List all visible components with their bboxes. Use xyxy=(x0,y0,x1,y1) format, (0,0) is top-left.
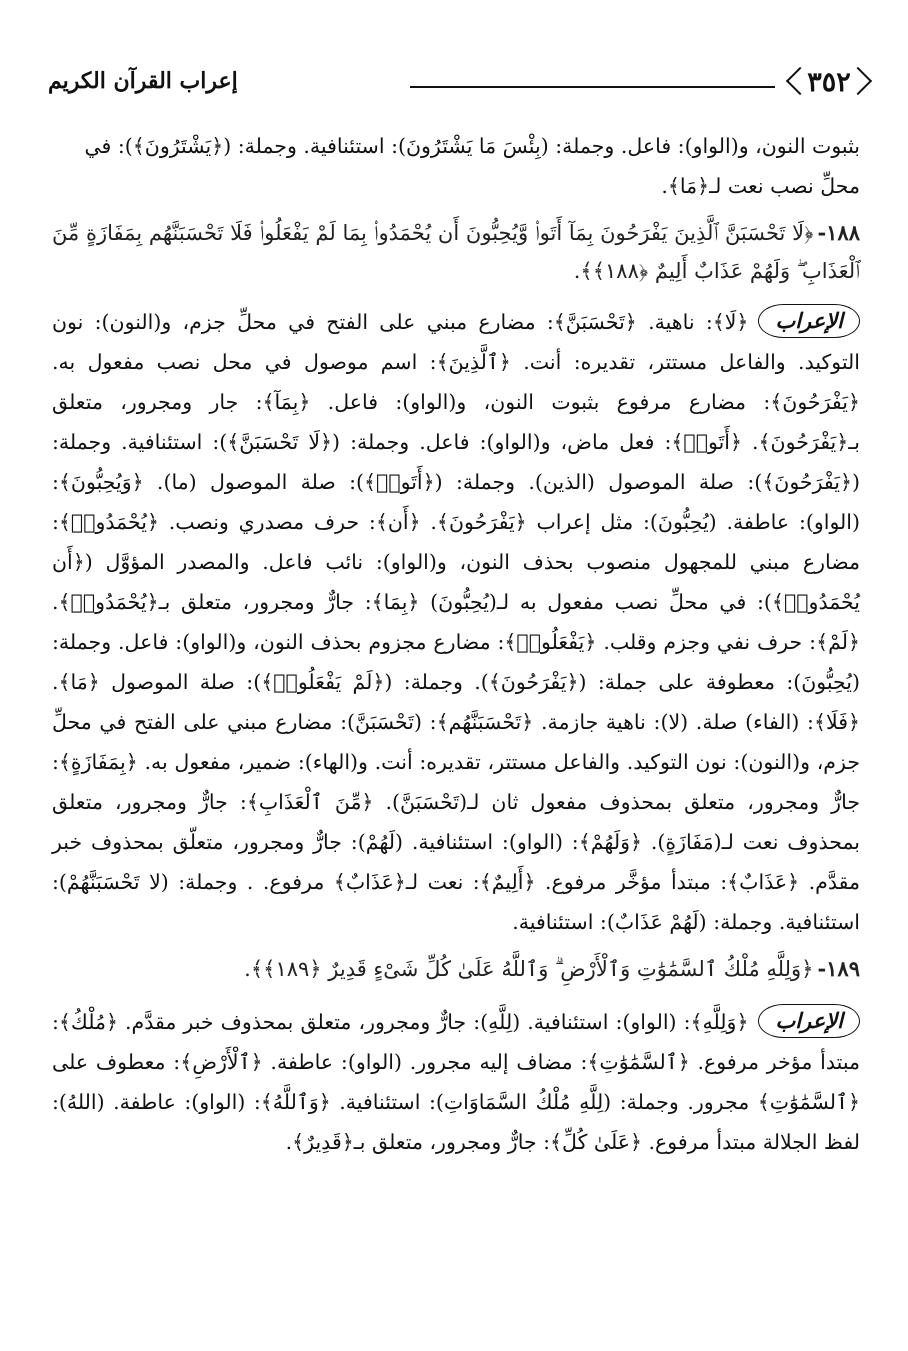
verse-188 xyxy=(52,214,860,290)
irab-label-badge-2: الإعراب xyxy=(758,1004,860,1038)
intro-line-1: بثبوت النون، و(الواو): فاعل. وجملة: (بِئْسَ مَا يَشْتَرُونَ): استئنافية. وجملة: (﴿يَشْتَرُونَ﴾): في xyxy=(84,134,860,158)
page-number: ٣٥٢ xyxy=(788,64,870,100)
header-divider xyxy=(410,86,775,88)
verse-189 xyxy=(52,950,860,988)
verse-189-text: ﴿وَلِلَّهِ مُلْكُ ٱلسَّمَٰوَٰتِ وَٱلْأَرْضِ ۗ وَٱللَّهُ عَلَىٰ كُلِّ شَىْءٍ قَدِيرٌ ﴿١٨٩﴾﴾. xyxy=(244,957,814,981)
irab-188-text: ﴿لَا﴾: ناهية. ﴿تَحْسَبَنَّ﴾: مضارع مبني على الفتح في محلِّ جزم، و(النون): نون التوكيد. والفاعل مستتر، تقديره: أنت. ﴿ٱلَّذِينَ﴾: اسم موصول في محل نصب مفعول به. ﴿يَفْرَحُونَ﴾: مضارع مرفوع بثبوت النون، و(الواو): فاعل. ﴿بِمَآ﴾: جار ومجرور، متعلق بـ﴿يَفْرَحُونَ﴾. ﴿أَتَوا۟﴾: فعل ماض، و(الواو): فاعل. وجملة: (﴿لَا تَحْسَبَنَّ﴾): استئنافية. وجملة: (﴿يَفْرَحُونَ﴾): صلة الموصول (الذين). وجملة: (﴿أَتَوا۟﴾): صلة الموصول (ما). ﴿وَيُحِبُّونَ﴾: (الواو): عاطفة. (يُحِبُّونَ): مثل إعراب ﴿يَفْرَحُونَ﴾. ﴿أَن﴾: حرف مصدري ونصب. ﴿يُحْمَدُوا۟﴾: مضارع مبني للمجهول منصوب بحذف النون، و(الواو): نائب فاعل. والمصدر المؤوَّل (﴿أَن يُحْمَدُوا۟﴾): في محلِّ نصب مفعول به لـ(يُحِبُّونَ) ﴿بِمَا﴾: جارٌّ ومجرور، متعلق بـ﴿يُحْمَدُوا۟﴾. ﴿لَمْ﴾: حرف نفي وجزم وقلب. ﴿يَفْعَلُوا۟﴾: مضارع مجزوم بحذف النون، و(الواو): فاعل. وجملة: (يُحِبُّونَ): معطوفة على جملة: (﴿يَفْرَحُونَ﴾). وجملة: (﴿لَمْ يَفْعَلُوا۟﴾): صلة الموصول ﴿مَا﴾. ﴿فَلَا﴾: (الفاء) صلة. (لا): ناهية جازمة. ﴿تَحْسَبَنَّهُم﴾: (تَحْسَبَنَّ): مضارع مبني على الفتح في محلِّ جزم، و(النون): نون التوكيد. والفاعل مستتر، تقديره: أنت. و(الهاء): ضمير، مفعول به. ﴿بِمَفَازَةٍ﴾: جارٌّ ومجرور، متعلق بمحذوف مفعول ثان لـ(تَحْسَبَنَّ). ﴿مِّنَ ٱلْعَذَابِ﴾: جارٌّ ومجرور، متعلق بمحذوف نعت لـ(مَفَازَةٍ). ﴿وَلَهُمْ﴾: (الواو): استئنافية. (لَهُمْ): جارٌّ ومجرور، متعلّق بمحذوف خبر مقدَّم. ﴿عَذَابٌ﴾: مبتدأ مؤخَّر مرفوع. ﴿أَلِيمٌ﴾: نعت لـ﴿عَذَابٌ﴾ مرفوع. . وجملة: (لا تَحْسَبَنَّهُمْ): استئنافية. وجملة: (لَهُمْ عَذَابٌ): استئنافية. xyxy=(52,310,860,934)
irab-label-badge: الإعراب xyxy=(758,304,860,338)
book-title: إعراب القرآن الكريم xyxy=(48,68,238,94)
irab-section-189 xyxy=(52,1002,860,1162)
verse-188-number: ١٨٨- xyxy=(817,220,860,245)
irab-189-text: ﴿وَلِلَّهِ﴾: (الواو): استئنافية. (لِلَّهِ): جارٌّ ومجرور، متعلق بمحذوف خبر مقدَّم. ﴿مُلْكُ﴾: مبتدأ مؤخر مرفوع. ﴿ٱلسَّمَٰوَٰتِ﴾: مضاف إليه مجرور. (الواو): عاطفة. ﴿ٱلْأَرْضِ﴾: معطوف على ﴿ٱلسَّمَٰوَٰتِ﴾ مجرور. وجملة: (لِلَّهِ مُلْكُ السَّمَاوَاتِ): استئنافية. ﴿وَٱللَّهُ﴾: (الواو): عاطفة. (اللهُ): لفظ الجلالة مبتدأ مرفوع. ﴿عَلَىٰ كُلِّ﴾: جارٌّ ومجرور، متعلق بـ﴿قَدِيرٌ﴾. xyxy=(52,1010,860,1154)
irab-section-188 xyxy=(52,302,860,942)
verse-189-number: ١٨٩- xyxy=(817,956,860,981)
page-header xyxy=(48,62,870,106)
intro-line-2: محلِّ نصب نعت لـ﴿مَا﴾. xyxy=(661,174,860,198)
page-body xyxy=(52,126,860,1162)
verse-188-text: ﴿لَا تَحْسَبَنَّ ٱلَّذِينَ يَفْرَحُونَ بِمَآ أَتَوا۟ وَّيُحِبُّونَ أَن يُحْمَدُوا۟ بِمَا لَمْ يَفْعَلُوا۟ فَلَا تَحْسَبَنَّهُم بِمَفَازَةٍ مِّنَ ٱلْعَذَابِ ۖ وَلَهُمْ عَذَابٌ أَلِيمٌ ﴿١٨٨﴾﴾. xyxy=(52,221,860,283)
